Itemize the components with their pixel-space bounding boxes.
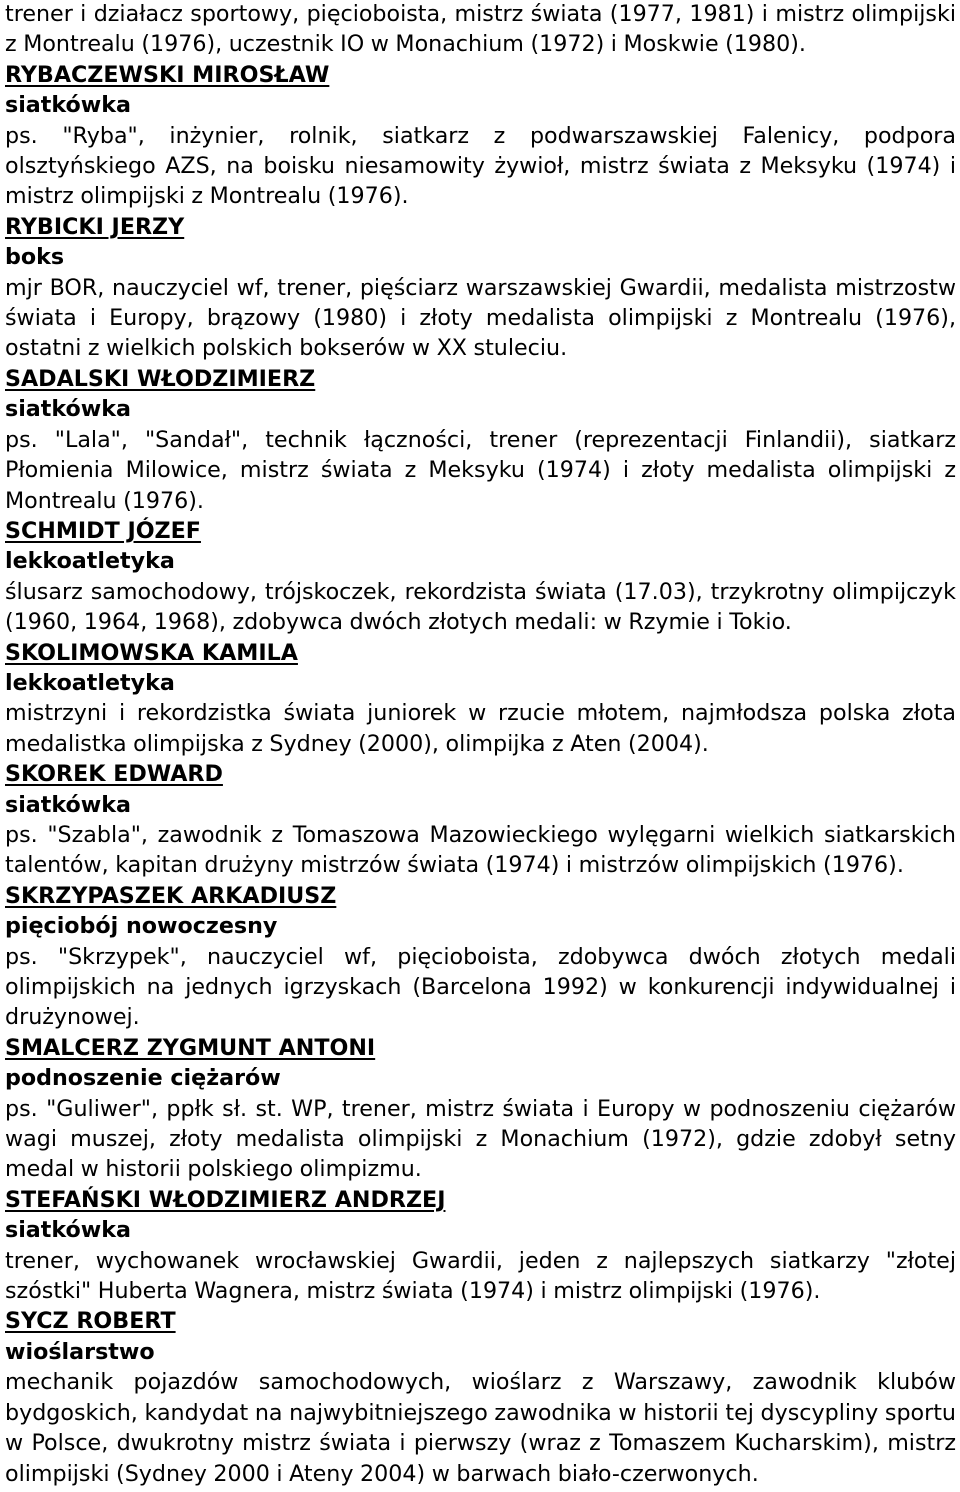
entry	[5, 60, 956, 212]
sport-discipline: lekkoatletyka	[5, 669, 175, 696]
entry	[5, 881, 956, 1033]
entry	[5, 759, 956, 881]
entry	[5, 212, 956, 364]
sport-discipline: siatkówka	[5, 791, 132, 818]
athlete-description: mechanik pojazdów samochodowych, wioślarz z Warszawy, zawodnik klubów bydgoskich, kandydat na najwybitniejszego zawodnika w historii tej dyscypliny sportu w Polsce, dwukrotny mistrz świata i pierwszy (wraz z Tomaszem Kucharskim), mistrz olimpijski (Sydney 2000 i Ateny 2004) w barwach biało-czerwonych.	[5, 1369, 956, 1487]
athlete-name: RYBICKI JERZY	[5, 213, 185, 240]
athlete-name: SCHMIDT JÓZEF	[5, 517, 201, 544]
sport-discipline: lekkoatletyka	[5, 548, 175, 575]
athlete-description: trener, wychowanek wrocławskiej Gwardii, jeden z najlepszych siatkarzy "złotej szóstki" Huberta Wagnera, mistrz świata (1974) i mistrz olimpijski (1976).	[5, 1247, 956, 1305]
entry	[5, 638, 956, 760]
entry	[5, 1185, 956, 1307]
athlete-name: SYCZ ROBERT	[5, 1308, 176, 1335]
sport-discipline: pięciobój nowoczesny	[5, 913, 278, 940]
athlete-name: SKRZYPASZEK ARKADIUSZ	[5, 882, 337, 909]
athlete-name: SMALCERZ ZYGMUNT ANTONI	[5, 1034, 376, 1061]
sport-discipline: siatkówka	[5, 396, 132, 423]
sport-discipline: siatkówka	[5, 1217, 132, 1244]
sport-discipline: podnoszenie ciężarów	[5, 1065, 281, 1092]
entry	[5, 364, 956, 516]
athlete-description: ps. "Lala", "Sandał", technik łączności, trener (reprezentacji Finlandii), siatkarz Płomienia Milowice, mistrz świata z Meksyku (1974) i złoty medalista olimpijski z Montrealu (1976).	[5, 426, 956, 514]
athlete-description: mistrzyni i rekordzistka świata juniorek w rzucie młotem, najmłodsza polska złota medalistka olimpijska z Sydney (2000), olimpijka z Aten (2004).	[5, 700, 956, 757]
athlete-description: ps. "Szabla", zawodnik z Tomaszowa Mazowieckiego wylęgarni wielkich siatkarskich talentów, kapitan drużyny mistrzów świata (1974) i mistrzów olimpijskich (1976).	[5, 821, 956, 879]
entry	[5, 1306, 956, 1488]
athlete-description: ps. "Guliwer", ppłk sł. st. WP, trener, mistrz świata i Europy w podnoszeniu ciężarów wagi muszej, złoty medalista olimpijski z Monachium (1972), gdzie zdobył setny medal w historii polskiego olimpizmu.	[5, 1095, 956, 1183]
athlete-name: SKOLIMOWSKA KAMILA	[5, 639, 298, 666]
sport-discipline: wioślarstwo	[5, 1338, 155, 1365]
sport-discipline: boks	[5, 244, 65, 271]
athlete-description: ps. "Skrzypek", nauczyciel wf, pięcioboista, zdobywca dwóch złotych medali olimpijskich na jednych igrzyskach (Barcelona 1992) w konkurencji indywidualnej i drużynowej.	[5, 943, 956, 1031]
entry	[5, 1033, 956, 1185]
entry	[5, 516, 956, 638]
athlete-description: ps. "Ryba", inżynier, rolnik, siatkarz z podwarszawskiej Falenicy, podpora olsztyńskiego AZS, na boisku niesamowity żywioł, mistrz świata z Meksyku (1974) i mistrz olimpijski z Montrealu (1976).	[5, 122, 956, 210]
athlete-name: RYBACZEWSKI MIROSŁAW	[5, 61, 330, 88]
athlete-description: mjr BOR, nauczyciel wf, trener, pięściarz warszawskiej Gwardii, medalista mistrzostw świata i Europy, brązowy (1980) i złoty medalista olimpijski z Montrealu (1976), ostatni z wielkich polskich bokserów w XX stuleciu.	[5, 274, 956, 362]
athlete-description: ślusarz samochodowy, trójskoczek, rekordzista świata (17.03), trzykrotny olimpijczyk (1960, 1964, 1968), zdobywca dwóch złotych medali: w Rzymie i Tokio.	[5, 578, 956, 636]
intro-paragraph: trener i działacz sportowy, pięcioboista, mistrz świata (1977, 1981) i mistrz olimpijski z Montrealu (1976), uczestnik IO w Monachium (1972) i Moskwie (1980).	[5, 1, 956, 58]
athlete-name: STEFAŃSKI WŁODZIMIERZ ANDRZEJ	[5, 1186, 446, 1213]
athlete-name: SKOREK EDWARD	[5, 761, 223, 788]
sport-discipline: siatkówka	[5, 92, 132, 119]
athlete-name: SADALSKI WŁODZIMIERZ	[5, 365, 316, 392]
